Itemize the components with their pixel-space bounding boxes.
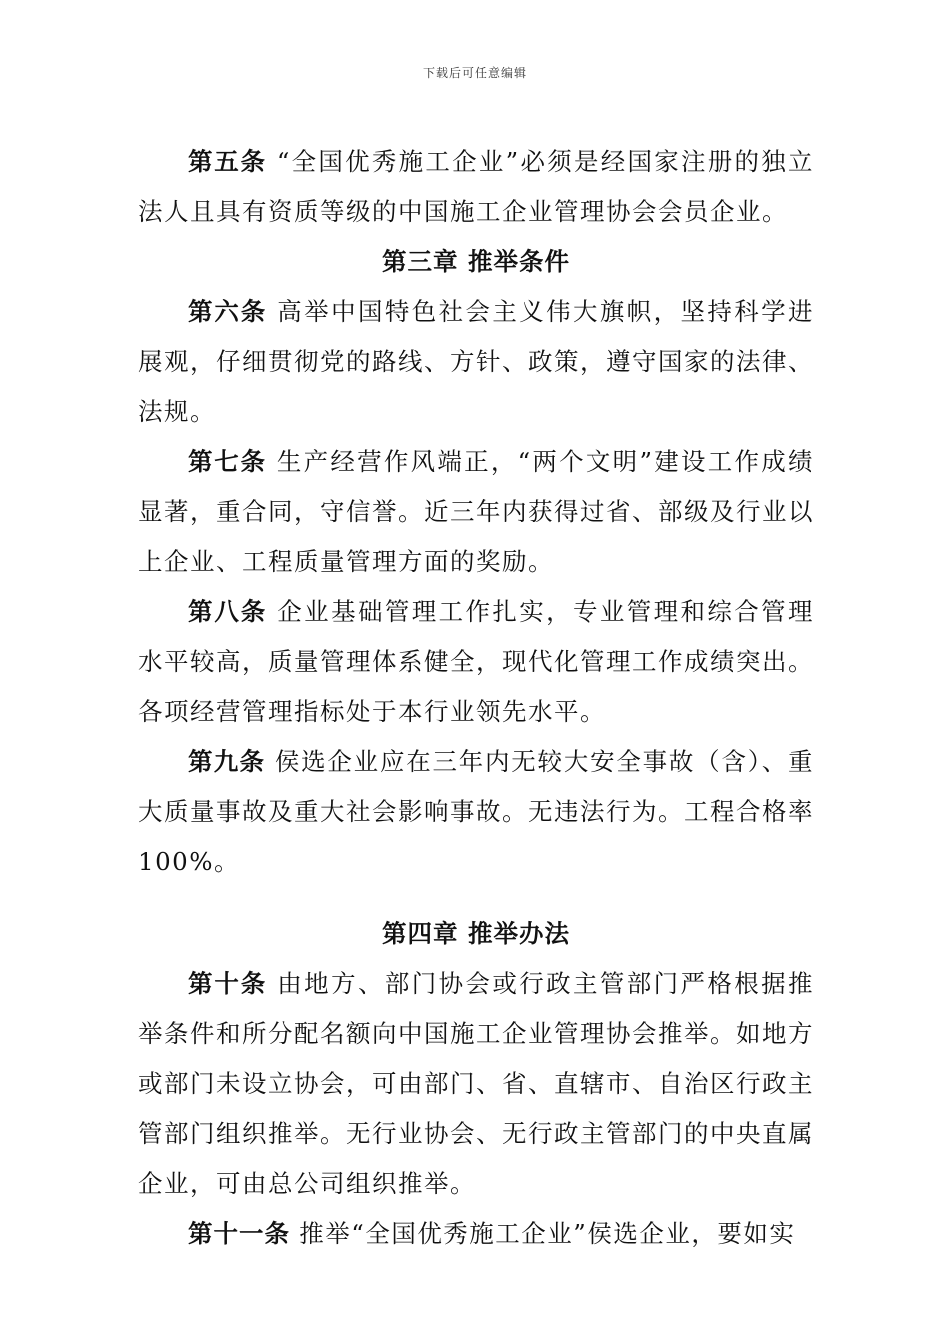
document-body xyxy=(138,137,814,1259)
article-number: 第十一条 xyxy=(188,1219,290,1248)
article-11 xyxy=(138,1209,814,1259)
article-7 xyxy=(138,437,814,587)
article-number: 第八条 xyxy=(188,597,268,626)
article-text: 企业基础管理工作扎实，专业管理和综合管理水平较高，质量管理体系健全，现代化管理工作成绩突出。各项经营管理指标处于本行业领先水平。 xyxy=(138,597,814,726)
chapter-3-heading: 第三章 推举条件 xyxy=(381,247,571,276)
article-number: 第六条 xyxy=(188,297,268,326)
article-text: 高举中国特色社会主义伟大旗帜，坚持科学进展观，仔细贯彻党的路线、方针、政策，遵守国家的法律、法规。 xyxy=(138,297,814,426)
article-number: 第九条 xyxy=(188,747,266,776)
article-6 xyxy=(138,287,814,437)
chapter-4-heading: 第四章 推举办法 xyxy=(381,919,571,948)
article-8 xyxy=(138,587,814,737)
article-number: 第七条 xyxy=(188,447,267,476)
article-text: 推举“全国优秀施工企业”侯选企业，要如实 xyxy=(290,1219,796,1248)
article-text: 侯选企业应在三年内无较大安全事故（含）、重大质量事故及重大社会影响事故。无违法行为。工程合格率100%。 xyxy=(138,747,814,876)
article-number: 第十条 xyxy=(188,969,268,998)
article-5 xyxy=(138,137,814,237)
article-text: 生产经营作风端正，“两个文明”建设工作成绩显著，重合同，守信誉。近三年内获得过省、部级及行业以上企业、工程质量管理方面的奖励。 xyxy=(138,447,815,576)
article-10 xyxy=(138,959,814,1209)
article-number: 第五条 xyxy=(188,147,267,176)
article-text: “全国优秀施工企业”必须是经国家注册的独立法人且具有资质等级的中国施工企业管理协会会员企业。 xyxy=(138,147,815,226)
article-text: 由地方、部门协会或行政主管部门严格根据推举条件和所分配名额向中国施工企业管理协会推举。如地方或部门未设立协会，可由部门、省、直辖市、自治区行政主管部门组织推举。无行业协会、无行政主管部门的中央直属企业，可由总公司组织推举。 xyxy=(138,969,814,1198)
page-header-note: 下载后可任意编辑 xyxy=(422,66,527,80)
article-9 xyxy=(138,737,814,887)
